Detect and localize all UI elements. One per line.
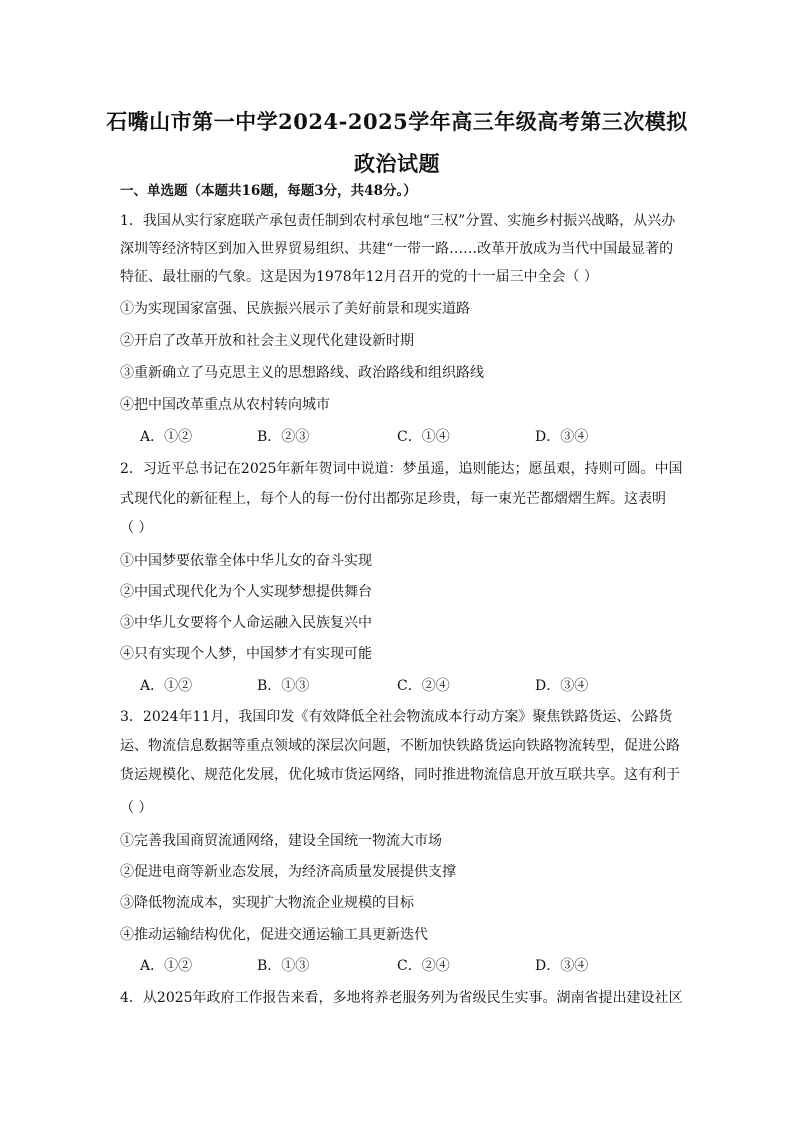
- option-d: D．③④: [535, 678, 589, 694]
- question-1-line-2: 深圳等经济特区到加入世界贸易组织、共建“一带一路……改革开放成为当代中国最显著的: [120, 241, 674, 257]
- option-a: A．①②: [140, 429, 193, 445]
- question-1-statement-4: ④把中国改革重点从农村转向城市: [120, 397, 330, 413]
- question-2-statement-4: ④只有实现个人梦，中国梦才有实现可能: [120, 646, 372, 662]
- question-2-statement-1: ①中国梦要依靠全体中华儿女的奋斗实现: [120, 553, 372, 569]
- question-1-options: [140, 428, 680, 446]
- section-header: 一、单选题（本题共16题，每题3分，共48分。）: [120, 183, 417, 199]
- question-2-statement-3: ③中华儿女要将个人命运融入民族复兴中: [120, 615, 372, 631]
- question-3-statement-4: ④推动运输结构优化，促进交通运输工具更新迭代: [120, 927, 428, 943]
- question-4-line-1: 4．从2025年政府工作报告来看，多地将养老服务列为省级民生实事。湖南省提出建设社区: [120, 990, 683, 1006]
- question-1-statement-3: ③重新确立了马克思主义的思想路线、政治路线和组织路线: [120, 365, 484, 381]
- exam-subject-title: 政治试题: [354, 151, 440, 176]
- question-3-statement-3: ③降低物流成本，实现扩大物流企业规模的目标: [120, 895, 414, 911]
- option-c: C．①④: [397, 429, 450, 445]
- question-2-line-2: 式现代化的新征程上，每个人的每一份付出都弥足珍贵，每一束光芒都熠熠生辉。这表明: [120, 491, 666, 507]
- question-1-line-3: 特征、最壮丽的气象。这是因为1978年12月召开的党的十一届三中全会（ ）: [120, 269, 598, 285]
- option-d: D．③④: [535, 958, 589, 974]
- question-3-statement-2: ②促进电商等新业态发展，为经济高质量发展提供支撑: [120, 864, 456, 880]
- exam-title: 石嘴山市第一中学2024-2025学年高三年级高考第三次模拟: [106, 109, 688, 134]
- option-b: B．①③: [257, 678, 310, 694]
- question-1-statement-1: ①为实现国家富强、民族振兴展示了美好前景和现实道路: [120, 301, 470, 317]
- question-2-options: [140, 677, 680, 695]
- question-2-statement-2: ②中国式现代化为个人实现梦想提供舞台: [120, 584, 372, 600]
- question-3-line-1: 3．2024年11月，我国印发《有效降低全社会物流成本行动方案》聚焦铁路货运、公路货: [120, 709, 673, 725]
- option-c: C．②④: [397, 958, 450, 974]
- option-c: C．②④: [397, 678, 450, 694]
- question-3-line-4: （ ）: [120, 800, 153, 816]
- question-3-line-2: 运、物流信息数据等重点领域的深层次问题，不断加快铁路货运向铁路物流转型，促进公路: [120, 738, 680, 754]
- question-2-line-1: 2．习近平总书记在2025年新年贺词中说道：梦虽遥，追则能达；愿虽艰，持则可圆。中国: [120, 461, 683, 477]
- question-1-line-1: 1．我国从实行家庭联产承包责任制到农村承包地“三权”分置、实施乡村振兴战略，从兴办: [120, 213, 676, 229]
- option-b: B．②③: [257, 429, 310, 445]
- question-3-options: [140, 957, 680, 975]
- option-b: B．①③: [257, 958, 310, 974]
- question-1-statement-2: ②开启了改革开放和社会主义现代化建设新时期: [120, 333, 414, 349]
- question-3-line-3: 货运规模化、规范化发展，优化城市货运网络，同时推进物流信息开放互联共享。这有利于: [120, 767, 680, 783]
- question-3-statement-1: ①完善我国商贸流通网络，建设全国统一物流大市场: [120, 833, 442, 849]
- option-d: D．③④: [535, 429, 589, 445]
- option-a: A．①②: [140, 678, 193, 694]
- question-2-line-3: （ ）: [120, 520, 153, 536]
- option-a: A．①②: [140, 958, 193, 974]
